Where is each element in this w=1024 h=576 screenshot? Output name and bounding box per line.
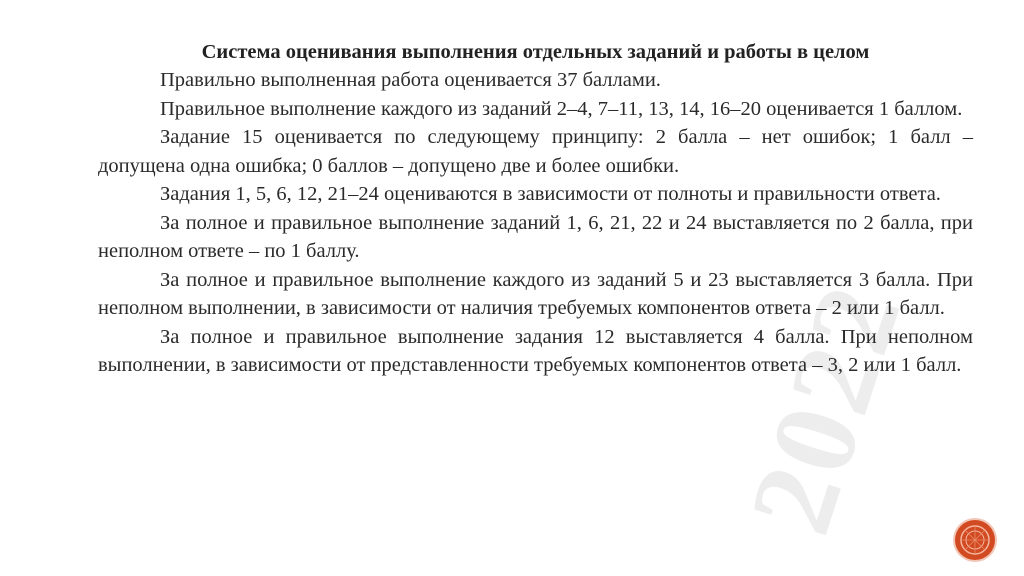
paragraph-three-point-tasks: За полное и правильное выполнение каждого из заданий 5 и 23 выставляется 3 балла. При неполном выполнении, в зависимости от наличия требуемых компонентов ответа – 2 или 1 балл. bbox=[98, 268, 973, 319]
document-body bbox=[98, 38, 973, 380]
paragraph-two-point-tasks: За полное и правильное выполнение заданий 1, 6, 21, 22 и 24 выставляется по 2 балла, при неполном ответе – по 1 баллу. bbox=[98, 211, 973, 262]
paragraph-task-15: Задание 15 оценивается по следующему принципу: 2 балла – нет ошибок; 1 балл – допущена одна ошибка; 0 баллов – допущено две и более ошибки. bbox=[98, 126, 973, 177]
paragraph-task-12: За полное и правильное выполнение задания 12 выставляется 4 балла. При неполном выполнении, в зависимости от представленности требуемых компонентов ответа – 3, 2 или 1 балл. bbox=[98, 325, 973, 376]
watermark: 2022 bbox=[724, 267, 927, 548]
document-title: Система оценивания выполнения отдельных заданий и работы в целом bbox=[201, 41, 870, 63]
paragraph-one-point-tasks: Правильное выполнение каждого из заданий 2–4, 7–11, 13, 14, 16–20 оценивается 1 баллом. bbox=[160, 97, 963, 120]
paragraph-total-score: Правильно выполненная работа оценивается 37 баллами. bbox=[160, 69, 661, 91]
paragraph-graded-tasks: Задания 1, 5, 6, 12, 21–24 оцениваются в зависимости от полноты и правильности ответа. bbox=[160, 183, 941, 205]
slide-ornament-icon bbox=[955, 520, 995, 560]
